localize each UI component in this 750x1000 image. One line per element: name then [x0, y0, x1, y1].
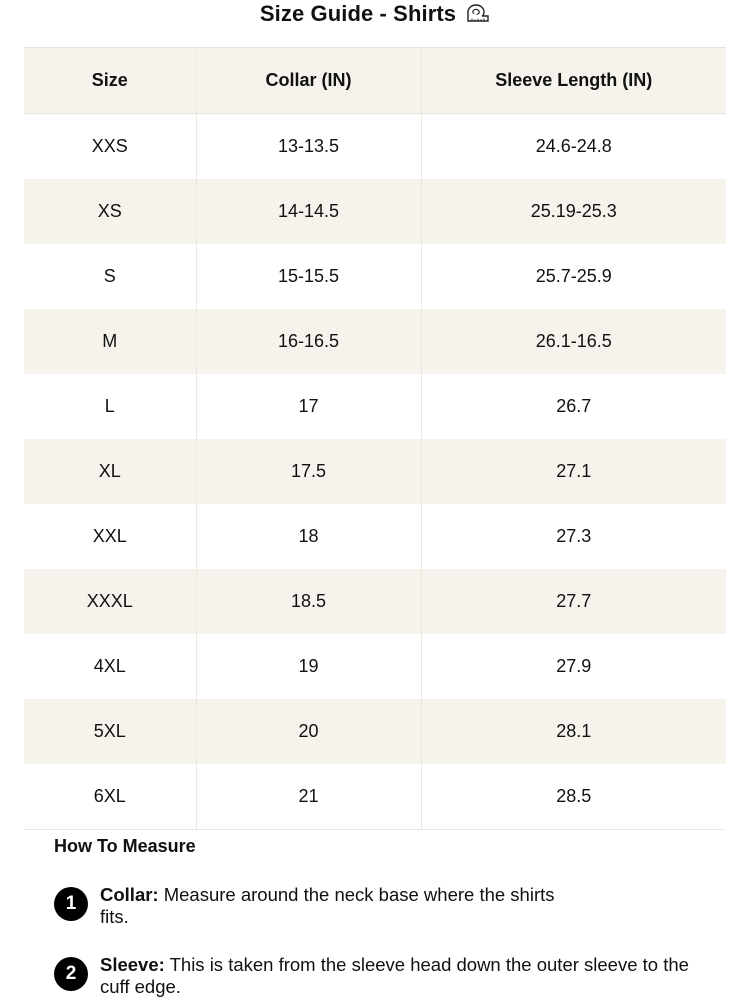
sleeve-cell: 25.19-25.3	[421, 179, 726, 244]
step-number-badge: 1	[54, 887, 88, 921]
size-cell: XS	[24, 179, 196, 244]
step-description	[100, 954, 700, 998]
step-text: This is taken from the sleeve head down the outer sleeve to the cuff edge.	[100, 954, 689, 997]
size-cell: 5XL	[24, 699, 196, 764]
page-title: Size Guide - Shirts	[259, 1, 457, 26]
size-table	[24, 47, 726, 830]
table-row	[24, 504, 726, 569]
column-header-sleeve-length: Sleeve Length (IN)	[421, 48, 726, 114]
column-header-collar: Collar (IN)	[196, 48, 421, 114]
sleeve-cell: 24.6-24.8	[421, 114, 726, 180]
size-cell: XL	[24, 439, 196, 504]
collar-cell: 14-14.5	[196, 179, 421, 244]
size-cell: 4XL	[93, 656, 126, 676]
collar-cell: 17.5	[196, 439, 421, 504]
step-text: Measure around the neck base where the shirts fits.	[100, 884, 555, 927]
sleeve-cell: 26.7	[421, 374, 726, 439]
measure-step-sleeve	[54, 954, 704, 998]
collar-cell: 21	[196, 764, 421, 830]
collar-cell: 17	[196, 374, 421, 439]
table-row	[24, 439, 726, 504]
table-row	[24, 764, 726, 830]
measuring-tape-icon	[466, 3, 490, 25]
size-cell: XXL	[92, 526, 127, 546]
step-label: Sleeve:	[100, 954, 165, 975]
table-row	[24, 179, 726, 244]
collar-cell: 16-16.5	[196, 309, 421, 374]
sleeve-cell: 26.1-16.5	[421, 309, 726, 374]
collar-cell: 18	[196, 504, 421, 569]
step-description	[100, 884, 560, 928]
measure-step-collar	[54, 884, 704, 928]
sleeve-cell: 27.1	[421, 439, 726, 504]
size-cell: XXXL	[24, 569, 196, 634]
table-row	[24, 634, 726, 699]
column-header-size: Size	[24, 48, 196, 114]
table-row	[24, 569, 726, 634]
collar-cell: 13-13.5	[196, 114, 421, 180]
sleeve-cell: 28.1	[421, 699, 726, 764]
table-row	[24, 699, 726, 764]
page-header	[0, 0, 750, 28]
sleeve-cell: 27.7	[421, 569, 726, 634]
sleeve-cell: 27.3	[421, 504, 726, 569]
size-cell: XXS	[91, 136, 128, 156]
table-row	[24, 114, 726, 180]
how-to-measure-heading: How To Measure	[54, 836, 196, 856]
sleeve-cell: 28.5	[421, 764, 726, 830]
collar-cell: 18.5	[196, 569, 421, 634]
table-row	[24, 244, 726, 309]
size-cell: S	[103, 266, 116, 286]
table-row	[24, 309, 726, 374]
table-row	[24, 374, 726, 439]
table-header-row	[24, 48, 726, 114]
collar-cell: 15-15.5	[196, 244, 421, 309]
collar-cell: 19	[196, 634, 421, 699]
step-label: Collar:	[100, 884, 159, 905]
collar-cell: 20	[196, 699, 421, 764]
sleeve-cell: 27.9	[421, 634, 726, 699]
size-cell: 6XL	[24, 764, 196, 830]
size-cell: L	[104, 396, 115, 416]
sleeve-cell: 25.7-25.9	[421, 244, 726, 309]
size-cell: M	[24, 309, 196, 374]
step-number-badge: 2	[54, 957, 88, 991]
